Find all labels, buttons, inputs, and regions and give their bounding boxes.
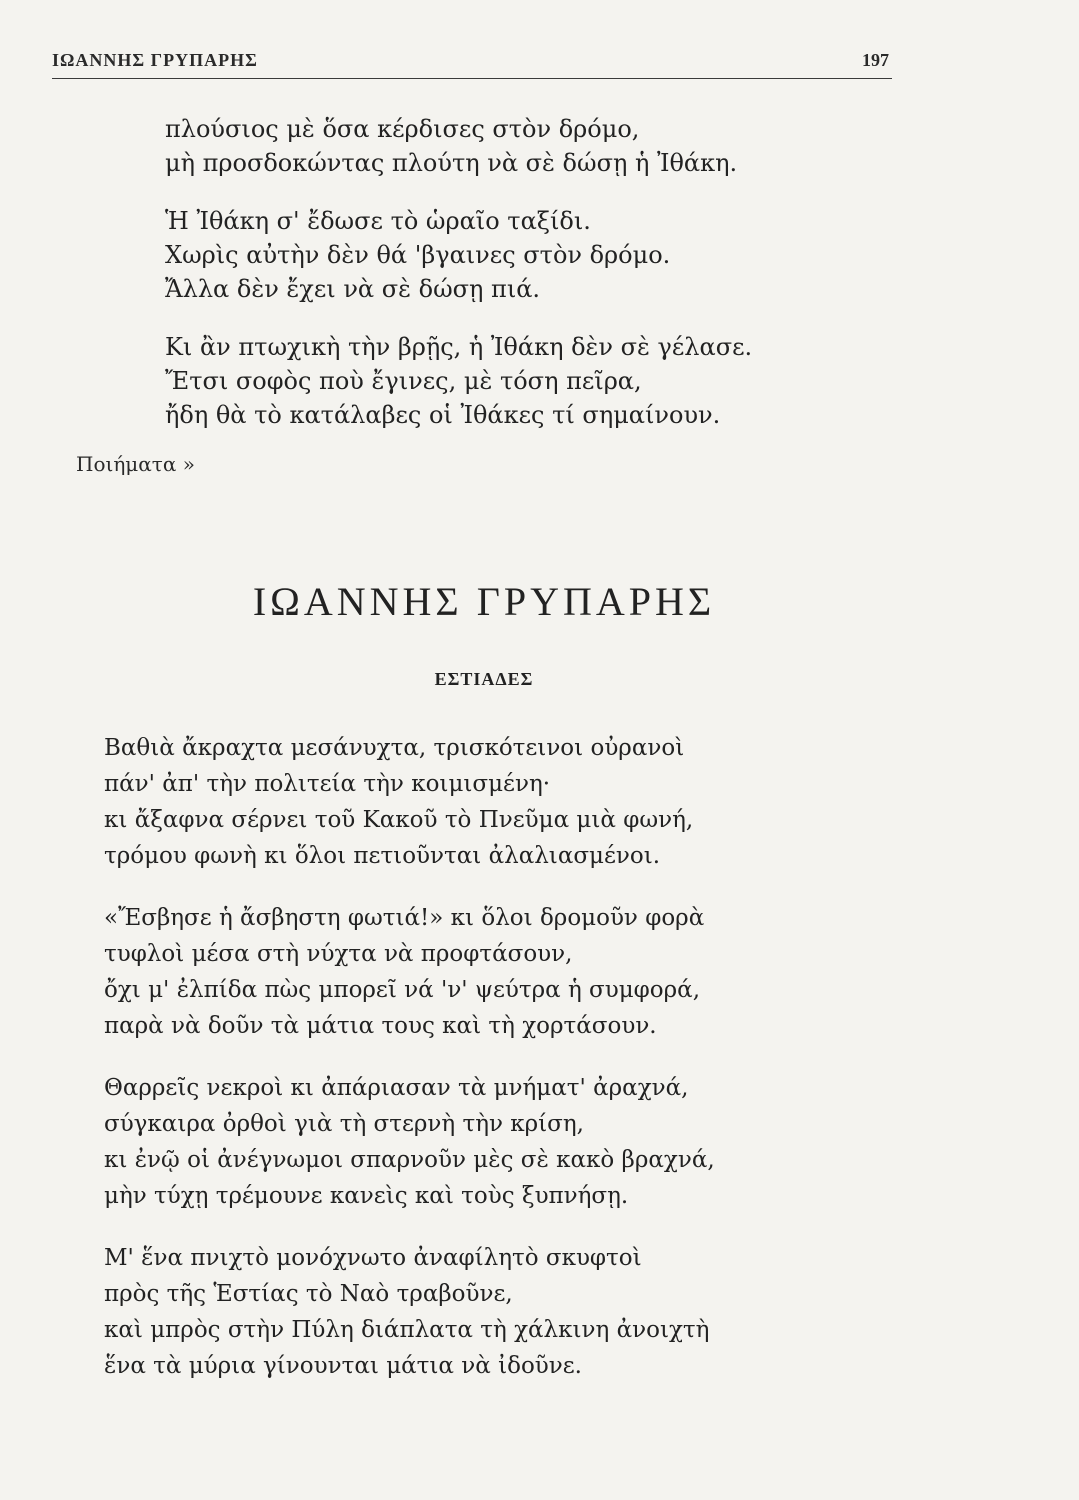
poem-line: μὴν τύχῃ τρέμουνε κανεὶς καὶ τοὺς ξυπνήσῃ. [104,1183,629,1209]
poem-line: πρὸς τῆς Ἑστίας τὸ Ναὸ τραβοῦνε, [104,1281,513,1307]
poem-line: τυφλοὶ μέσα στὴ νύχτα νὰ προφτάσουν, [104,941,573,967]
stanza [104,1070,804,1214]
stanza [165,204,885,306]
author-heading: ΙΩΑΝΝΗΣ ΓΡΥΠΑΡΗΣ [252,579,716,624]
poem-line: Ἡ Ἰθάκη σ' ἔδωσε τὸ ὡραῖο ταξίδι. [165,207,591,235]
stanza [165,330,885,432]
poem-line: παρὰ νὰ δοῦν τὰ μάτια τους καὶ τὴ χορτάσουν. [104,1013,657,1039]
poem-line: σύγκαιρα ὀρθοὶ γιὰ τὴ στερνὴ τὴν κρίση, [104,1111,584,1137]
running-title: ΙΩΑΝΝΗΣ ΓΡΥΠΑΡΗΣ [52,50,258,70]
poem-line: ἕνα τὰ μύρια γίνουνται μάτια νὰ ἰδοῦνε. [104,1353,582,1379]
poem-title: ΕΣΤΙΑΔΕΣ [434,669,534,689]
header-rule [52,78,892,79]
stanza [104,730,804,874]
previous-poem-ending [165,112,885,432]
poem-line: «Ἔσβησε ἡ ἄσβηστη φωτιά!» κι ὅλοι δρομοῦν φορὰ [104,905,705,931]
main-poem [104,730,804,1384]
poem-line: τρόμου φωνὴ κι ὅλοι πετιοῦνται ἀλαλιασμένοι. [104,843,661,869]
poem-line: Κι ἂν πτωχικὴ τὴν βρῇς, ἡ Ἰθάκη δὲν σὲ γέλασε. [165,333,753,361]
poem-line: μὴ προσδοκώντας πλούτη νὰ σὲ δώσῃ ἡ Ἰθάκη. [165,149,738,177]
poem-line: πάν' ἀπ' τὴν πολιτεία τὴν κοιμισμένη· [104,771,551,797]
poem-line: ἤδη θὰ τὸ κατάλαβες οἱ Ἰθάκες τί σημαίνουν. [165,401,721,429]
page-number: 197 [862,50,889,70]
poem-line: πλούσιος μὲ ὅσα κέρδισες στὸν δρόμο, [165,115,640,143]
poem-line: καὶ μπρὸς στὴν Πύλη διάπλατα τὴ χάλκινη ἀνοιχτὴ [104,1317,710,1343]
stanza [165,112,885,180]
poem-line: Ἔτσι σοφὸς ποὺ ἔγινες, μὲ τόση πεῖρα, [165,367,642,395]
poem-line: Θαρρεῖς νεκροὶ κι ἀπάριασαν τὰ μνήματ' ἀραχνά, [104,1075,689,1101]
poem-line: κι ἐνῷ οἱ ἀνέγνωμοι σπαρνοῦν μὲς σὲ κακὸ βραχνά, [104,1147,715,1173]
poem-line: ὄχι μ' ἐλπίδα πὼς μπορεῖ νά 'ν' ψεύτρα ἡ συμφορά, [104,977,701,1003]
poem-line: κι ἄξαφνα σέρνει τοῦ Κακοῦ τὸ Πνεῦμα μιὰ φωνή, [104,807,694,833]
stanza [104,900,804,1044]
poem-source: Ποιήματα » [76,452,195,476]
poem-line: Μ' ἕνα πνιχτὸ μονόχνωτο ἀναφίλητὸ σκυφτοὶ [104,1245,642,1271]
poem-line: Ἄλλα δὲν ἔχει νὰ σὲ δώσῃ πιά. [165,275,541,303]
running-head [52,50,889,80]
poem-line: Βαθιὰ ἄκραχτα μεσάνυχτα, τρισκότεινοι οὐρανοὶ [104,735,685,761]
stanza [104,1240,804,1384]
poem-line: Χωρὶς αὐτὴν δὲν θά 'βγαινες στὸν δρόμο. [165,241,671,269]
